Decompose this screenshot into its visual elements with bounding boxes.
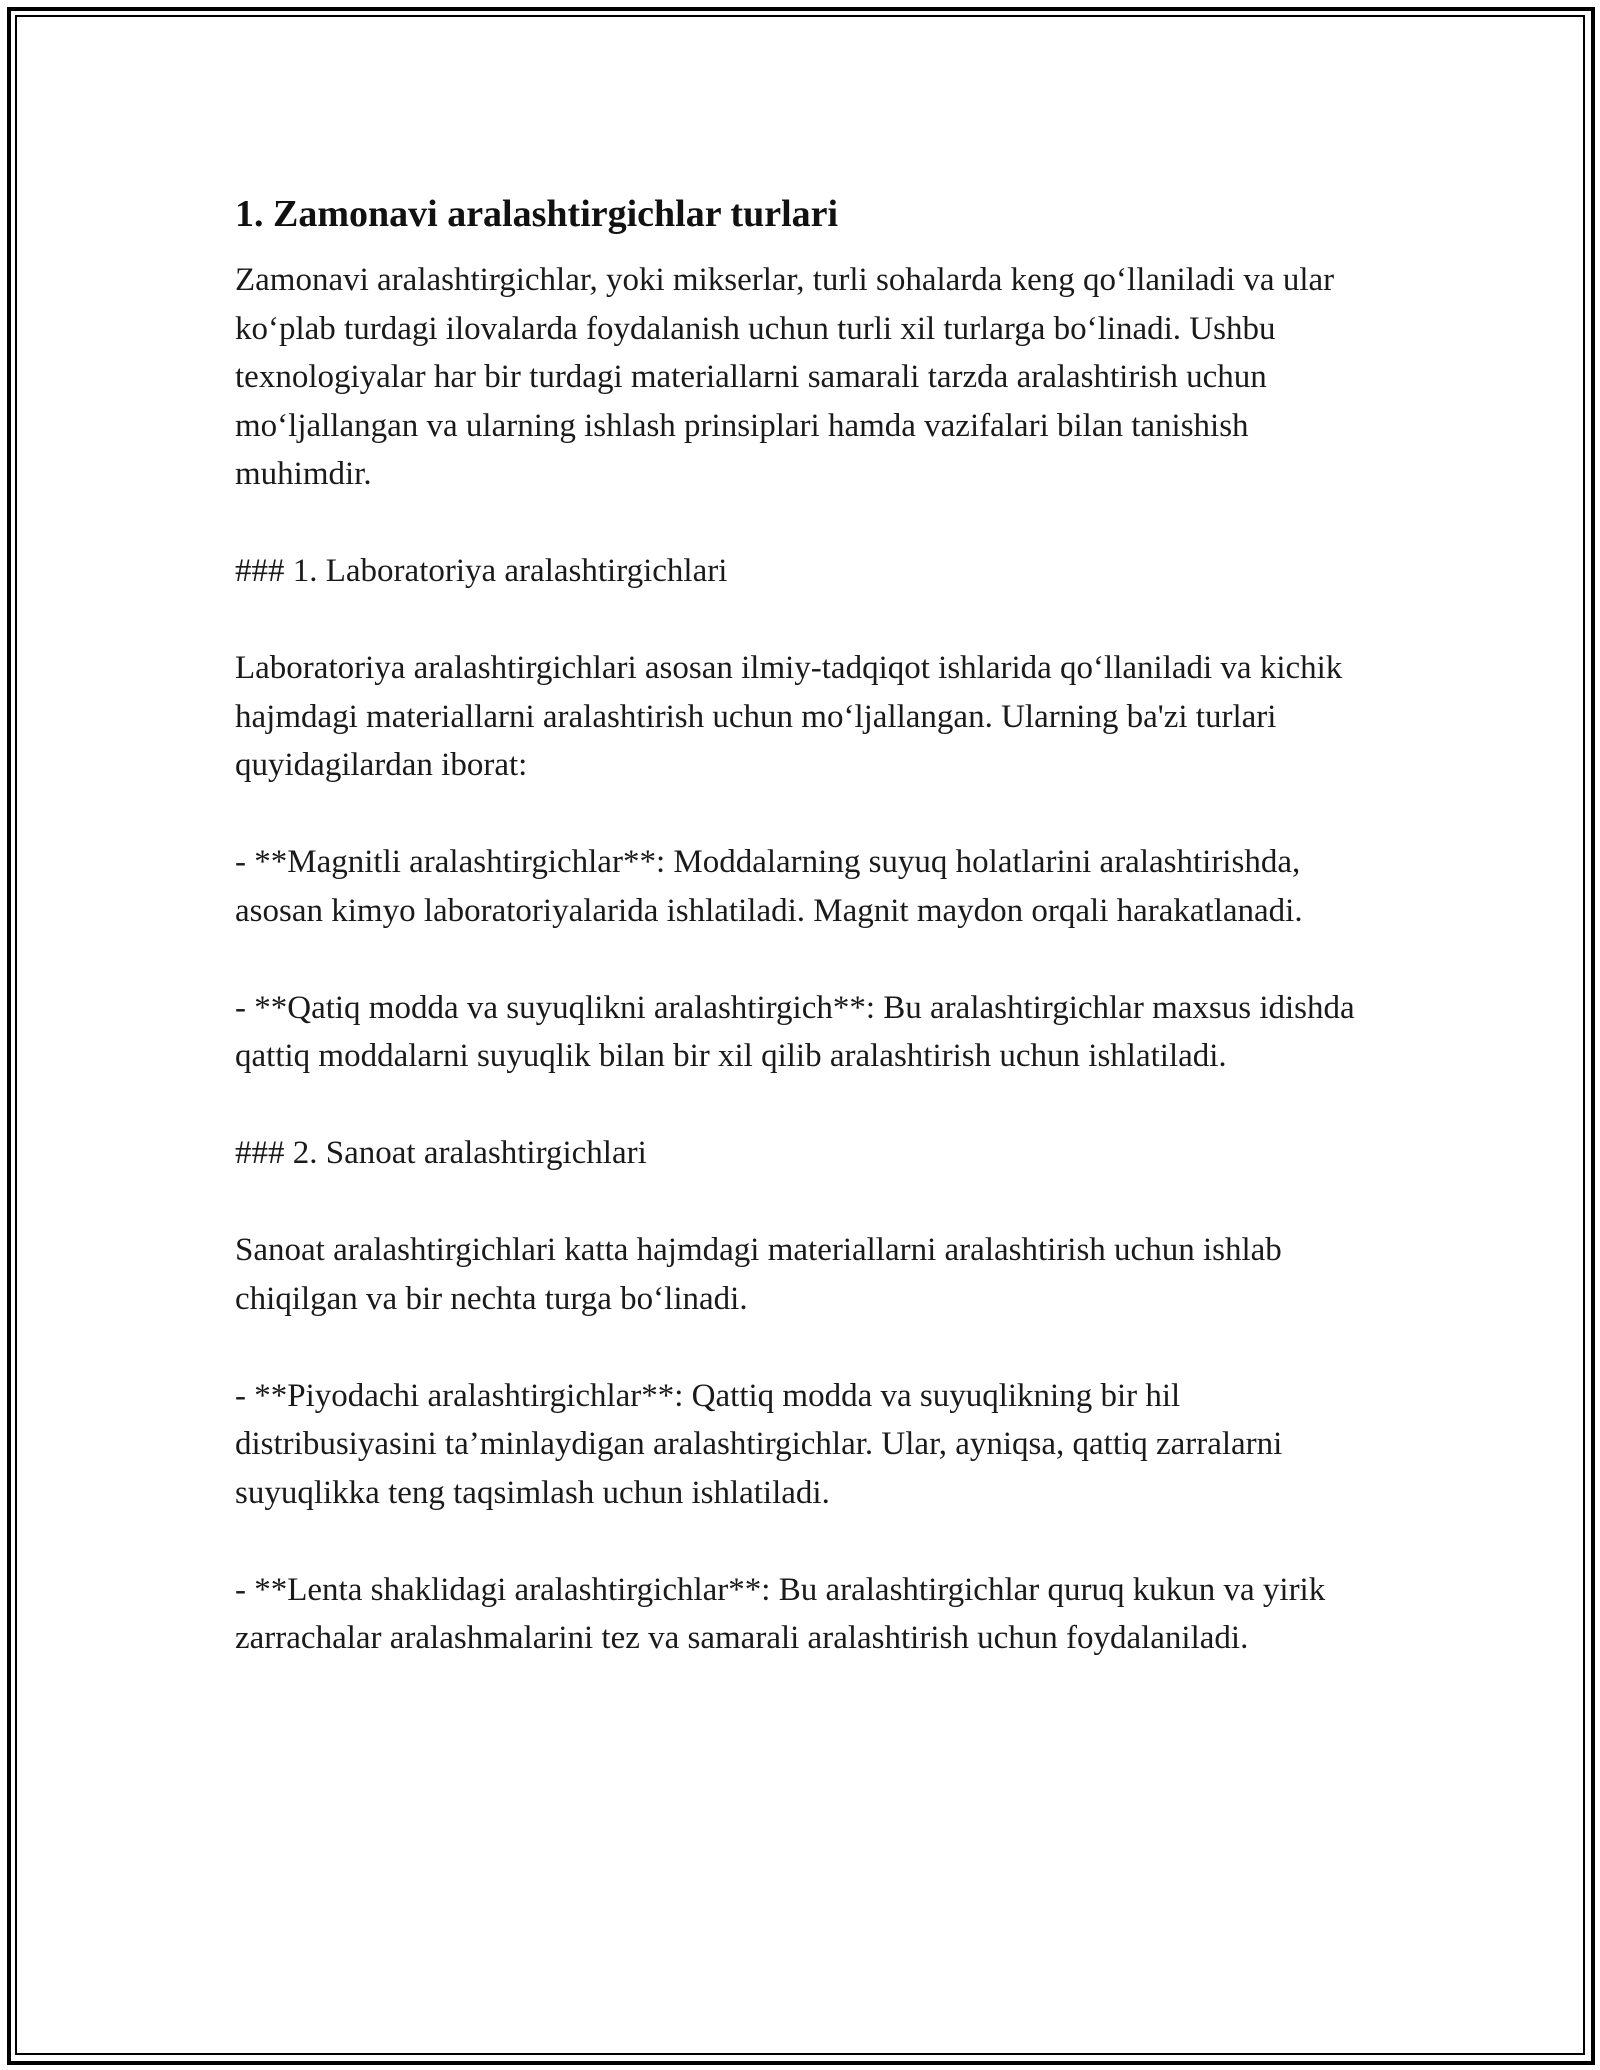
list-item-magnetic-mixers: - **Magnitli aralashtirgichlar**: Moddalarning suyuq holatlarini aralashtirishda, asosan kimyo laboratoriyalarida ishlatiladi. Magnit maydon orqali harakatlanadi. [235,844,1303,929]
laboratory-paragraph: Laboratoriya aralashtirgichlari asosan ilmiy-tadqiqot ishlarida qo‘llaniladi va kichik hajmdagi materiallarni aralashtirish uchun mo‘ljallangan. Ularning ba'zi turlari quyidagilardan iborat: [235,650,1343,783]
section-heading-industrial: ### 2. Sanoat aralashtirgichlari [235,1135,647,1171]
industrial-paragraph: Sanoat aralashtirgichlari katta hajmdagi materiallarni aralashtirish uchun ishlab chiqilgan va bir nechta turga bo‘linadi. [235,1232,1282,1317]
document-title: 1. Zamonavi aralashtirgichlar turlari [235,193,839,235]
intro-paragraph: Zamonavi aralashtirgichlar, yoki mikserlar, turli sohalarda keng qo‘llaniladi va ular ko‘plab turdagi ilovalarda foydalanish uchun turli xil turlarga bo‘linadi. Ushbu texnologiyalar har bir turdagi materiallarni samarali tarzda aralashtirish uchun mo‘ljallangan va ularning ishlash prinsiplari hamda vazifalari bilan tanishish muhimdir. [235,262,1335,492]
list-item-ribbon-mixers: - **Lenta shaklidagi aralashtirgichlar**: Bu aralashtirgichlar quruq kukun va yirik zarrachalar aralashmalarini tez va samarali aralashtirish uchun foydalaniladi. [235,1571,1326,1656]
list-item-paddle-mixers: - **Piyodachi aralashtirgichlar**: Qattiq modda va suyuqlikning bir hil distribusiyasini ta’minlaydigan aralashtirgichlar. Ular, ayniqsa, qattiq zarralarni suyuqlikka teng taqsimlash uchun ishlatiladi. [235,1377,1283,1511]
document-body [235,188,1385,1663]
list-item-solid-liquid-mixer: - **Qatiq modda va suyuqlikni aralashtirgich**: Bu aralashtirgichlar maxsus idishda qattiq moddalarni suyuqlik bilan bir xil qilib aralashtirish uchun ishlatiladi. [235,989,1355,1074]
section-heading-laboratory: ### 1. Laboratoriya aralashtirgichlari [235,553,728,589]
